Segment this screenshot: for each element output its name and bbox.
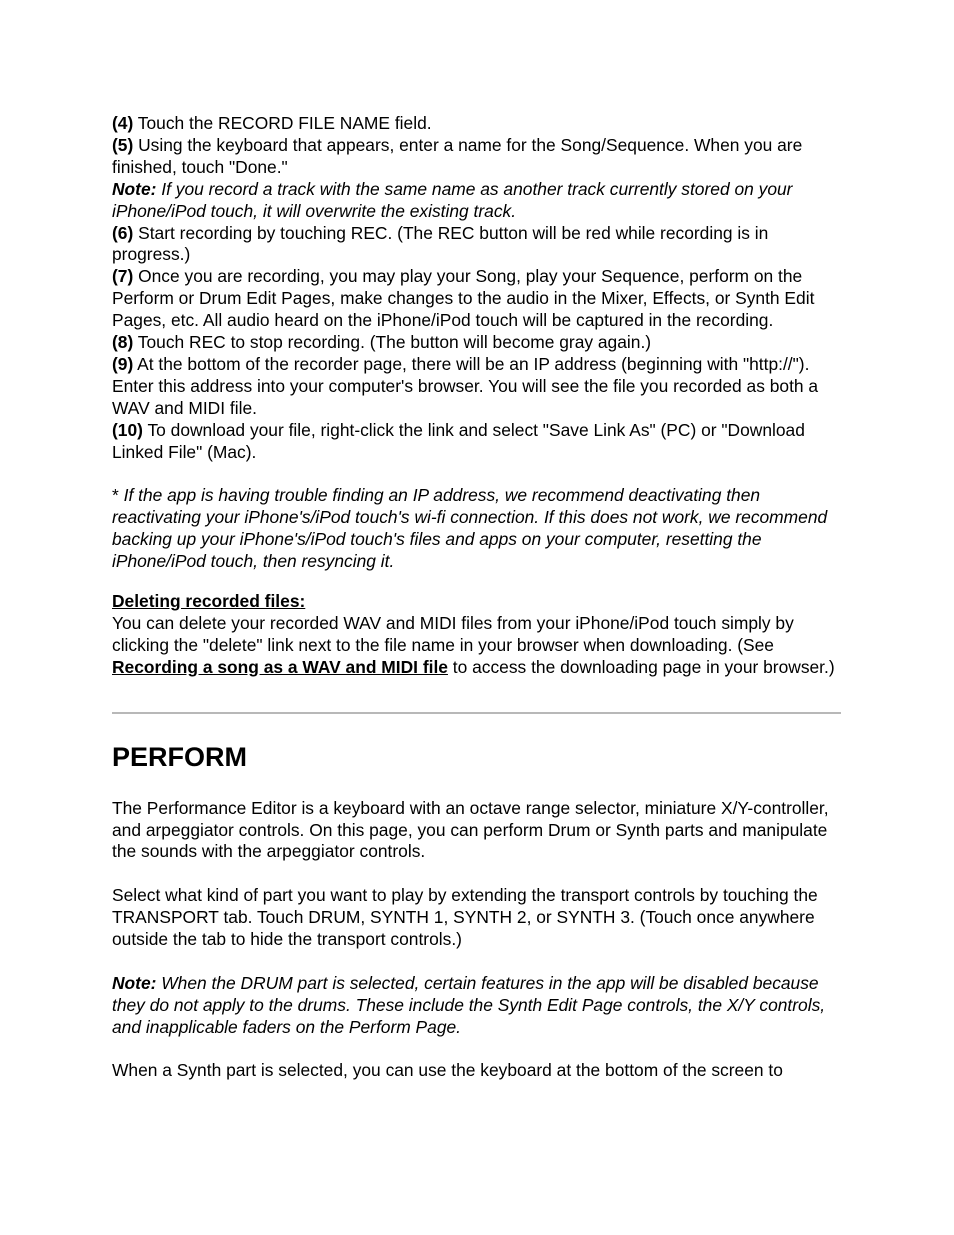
step-text: Start recording by touching REC. (The REC button will be red while recording is in progress.): [112, 222, 769, 265]
section-subheading: Deleting recorded files:: [112, 591, 306, 612]
deleting-text-after: to access the downloading page in your browser.): [447, 656, 835, 677]
step-text: Touch the RECORD FILE NAME field.: [133, 113, 432, 133]
step-number: (5): [112, 134, 134, 155]
perform-heading: PERFORM: [112, 741, 247, 772]
step-10: [112, 420, 847, 464]
step-4: [112, 113, 847, 135]
deleting-heading: [112, 591, 847, 613]
deleting-text-before: You can delete your recorded WAV and MIDI files from your iPhone/iPod touch simply by clicking the "delete" link next to the file name in your browser when downloading. (See: [112, 612, 794, 655]
step-9: [112, 354, 847, 420]
footnote-text: If the app is having trouble finding an IP address, we recommend deactivating then reactivating your iPhone's/iPod touch's wi-fi connection. If this does not work, we recommend backing up your iPhone's/iPod touch's files and apps on your computer, resetting the iPhone/iPod touch, then resyncing it.: [112, 485, 828, 572]
note-label: Note:: [112, 178, 157, 199]
step-number: (4): [112, 113, 134, 133]
step-number: (7): [112, 266, 134, 287]
step-text: To download your file, right-click the link and select "Save Link As" (PC) or "Download Linked File" (Mac).: [112, 419, 805, 462]
step-5: [112, 135, 847, 179]
perform-note: [112, 973, 847, 1039]
perform-intro: The Performance Editor is a keyboard with an octave range selector, miniature X/Y-controller, and arpeggiator controls. On this page, you can perform Drum or Synth parts and manipulate the sounds with the arpeggiator controls.: [112, 797, 829, 862]
footnote-ip-address: [112, 485, 847, 573]
step-number: (9): [112, 353, 134, 374]
step-text: Once you are recording, you may play your Song, play your Sequence, perform on the Perform or Drum Edit Pages, make changes to the audio in the Mixer, Effects, or Synth Edit Pages, etc. All audio heard on the iPhone/iPod touch will be captured in the recording.: [112, 266, 815, 331]
note-text: When the DRUM part is selected, certain features in the app will be disabled because they do not apply to the drums. These include the Synth Edit Page controls, the X/Y controls, and inapplicable faders on the Perform Page.: [112, 972, 826, 1037]
step-number: (6): [112, 222, 134, 243]
section-divider: [112, 712, 841, 714]
recording-song-link[interactable]: Recording a song as a WAV and MIDI file: [112, 656, 448, 677]
step-6: [112, 223, 847, 267]
step-8: [112, 332, 847, 354]
perform-select-part: Select what kind of part you want to play by extending the transport controls by touching the TRANSPORT tab. Touch DRUM, SYNTH 1, SYNTH 2, or SYNTH 3. (Touch once anywhere outside the tab to hide the transport controls.): [112, 885, 818, 950]
step-text: At the bottom of the recorder page, there will be an IP address (beginning with "http://"). Enter this address into your computer's browser. You will see the file you recorded as both a WAV and MIDI file.: [112, 353, 819, 418]
step-number: (10): [112, 419, 143, 440]
perform-synth-part: When a Synth part is selected, you can use the keyboard at the bottom of the screen to: [112, 1060, 783, 1081]
step-number: (8): [112, 332, 134, 353]
document-page: [112, 113, 847, 1082]
note-text: If you record a track with the same name as another track currently stored on your iPhone/iPod touch, it will overwrite the existing track.: [112, 178, 793, 221]
step-text: Using the keyboard that appears, enter a name for the Song/Sequence. When you are finished, touch "Done.": [112, 134, 803, 177]
step-7: [112, 266, 847, 332]
note-label: Note:: [112, 972, 157, 993]
footnote-star: *: [112, 485, 119, 506]
deleting-paragraph: [112, 613, 847, 679]
step-text: Touch REC to stop recording. (The button will become gray again.): [133, 332, 652, 353]
note-overwrite: [112, 179, 847, 223]
